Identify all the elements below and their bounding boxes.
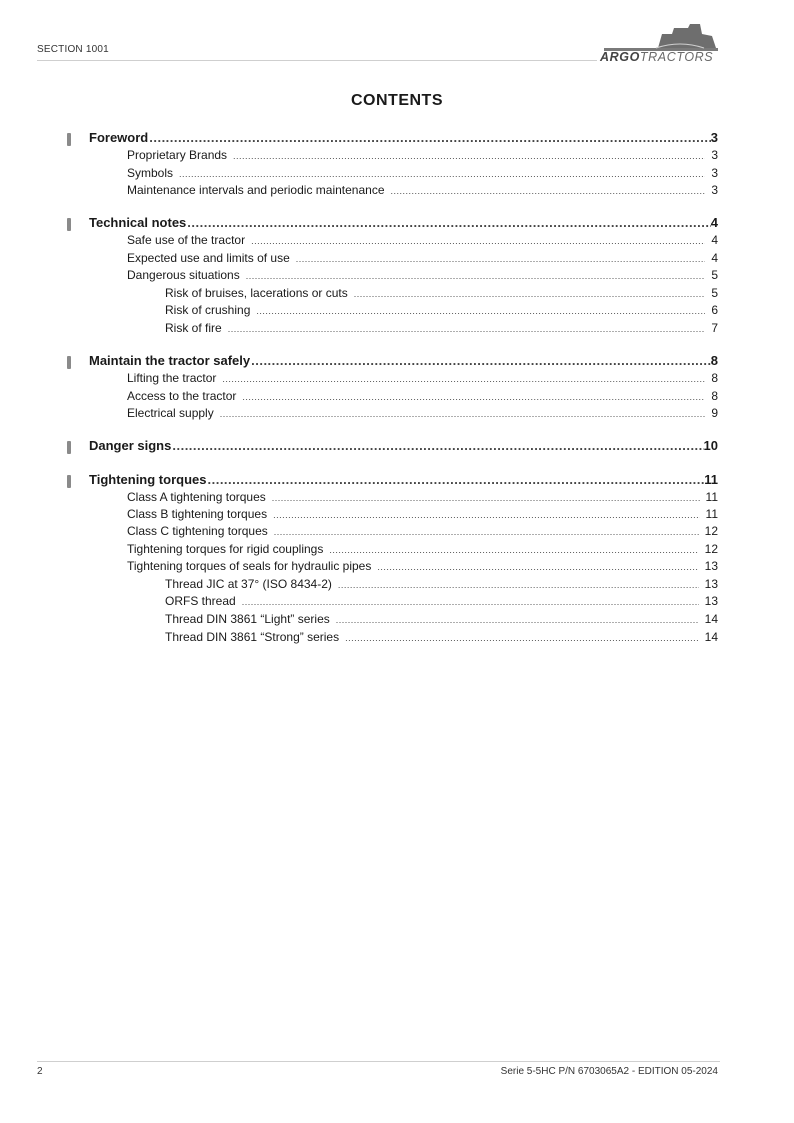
dot-leader <box>172 438 703 453</box>
toc-page-number: 3 <box>711 183 718 197</box>
toc-label: Proprietary Brands <box>127 148 228 162</box>
toc-label: Thread DIN 3861 “Strong” series <box>165 630 340 644</box>
dot-leader <box>246 271 706 281</box>
toc-label: Expected use and limits of use <box>127 251 290 265</box>
toc-label: Danger signs <box>89 438 172 453</box>
toc-page-number: 14 <box>704 612 718 626</box>
toc-label: Symbols <box>127 166 174 180</box>
dot-leader <box>338 580 699 590</box>
toc-label: Maintenance intervals and periodic maintenance <box>127 183 385 197</box>
toc-page-number: 3 <box>710 130 718 145</box>
toc-heading[interactable] <box>89 438 718 453</box>
toc-item[interactable] <box>127 233 718 247</box>
toc-page-number: 12 <box>704 542 718 556</box>
toc-item[interactable] <box>127 507 718 521</box>
dot-leader <box>345 633 699 643</box>
section-marker-icon <box>67 475 71 488</box>
tractor-silhouette-icon <box>600 22 720 52</box>
toc-item[interactable] <box>127 406 718 420</box>
toc-page-number: 4 <box>711 233 718 247</box>
toc-item[interactable] <box>127 251 718 265</box>
toc-page-number: 3 <box>711 166 718 180</box>
toc-heading[interactable] <box>89 472 718 487</box>
toc-page-number: 8 <box>711 389 718 403</box>
section-marker-icon <box>67 356 71 369</box>
footer-edition: Serie 5-5HC P/N 6703065A2 - EDITION 05-2024 <box>500 1066 718 1077</box>
toc-page-number: 6 <box>711 303 718 317</box>
argo-tractors-logo <box>600 22 720 64</box>
toc-label: Technical notes <box>89 215 187 230</box>
dot-leader <box>242 392 705 402</box>
toc-item[interactable] <box>165 321 718 335</box>
toc-label: Class B tightening torques <box>127 507 268 521</box>
dot-leader <box>256 306 705 316</box>
toc-page-number: 14 <box>704 630 718 644</box>
toc-item[interactable] <box>165 612 718 626</box>
dot-leader <box>149 130 711 145</box>
dot-leader <box>251 353 711 368</box>
toc-label: Risk of fire <box>165 321 222 335</box>
dot-leader <box>377 562 698 572</box>
header-divider <box>37 60 597 61</box>
toc-label: Tightening torques for rigid couplings <box>127 542 324 556</box>
footer-divider <box>37 1061 720 1062</box>
dot-leader <box>336 615 699 625</box>
toc-page-number: 13 <box>704 594 718 608</box>
toc-page-number: 9 <box>711 406 718 420</box>
toc-item[interactable] <box>165 577 718 591</box>
toc-heading[interactable] <box>89 130 718 145</box>
toc-label: Maintain the tractor safely <box>89 353 251 368</box>
toc-label: Dangerous situations <box>127 268 240 282</box>
toc-item[interactable] <box>127 268 718 282</box>
toc-item[interactable] <box>165 286 718 300</box>
footer-page-number: 2 <box>37 1066 43 1077</box>
dot-leader <box>220 409 706 419</box>
toc-item[interactable] <box>165 630 718 644</box>
toc-item[interactable] <box>127 524 718 538</box>
section-marker-icon <box>67 133 71 146</box>
dot-leader <box>228 324 706 334</box>
toc-item[interactable] <box>127 166 718 180</box>
toc-page-number: 5 <box>711 268 718 282</box>
dot-leader <box>233 151 705 161</box>
toc-label: Tightening torques <box>89 472 207 487</box>
toc-label: ORFS thread <box>165 594 236 608</box>
dot-leader <box>207 472 704 487</box>
dot-leader <box>251 236 705 246</box>
toc-label: Tightening torques of seals for hydraulic pipes <box>127 559 372 573</box>
dot-leader <box>179 169 705 179</box>
toc-label: Access to the tractor <box>127 389 237 403</box>
toc-page-number: 4 <box>711 251 718 265</box>
dot-leader <box>274 527 699 537</box>
toc-label: Risk of bruises, lacerations or cuts <box>165 286 348 300</box>
toc-item[interactable] <box>165 303 718 317</box>
toc-page-number: 4 <box>710 215 718 230</box>
toc-page-number: 8 <box>710 353 718 368</box>
dot-leader <box>329 545 698 555</box>
toc-item[interactable] <box>127 559 718 573</box>
toc-page-number: 11 <box>705 507 718 521</box>
dot-leader <box>391 186 706 196</box>
toc-page-number: 3 <box>711 148 718 162</box>
section-label: SECTION 1001 <box>37 44 109 55</box>
toc-label: Electrical supply <box>127 406 214 420</box>
dot-leader <box>187 215 710 230</box>
logo-wordmark: ARGOTRACTORS <box>600 50 714 64</box>
dot-leader <box>273 510 699 520</box>
toc-item[interactable] <box>127 490 718 504</box>
toc-item[interactable] <box>165 594 718 608</box>
toc-heading[interactable] <box>89 215 718 230</box>
toc-item[interactable] <box>127 542 718 556</box>
toc-label: Safe use of the tractor <box>127 233 246 247</box>
dot-leader <box>354 289 706 299</box>
toc-item[interactable] <box>127 148 718 162</box>
toc-page-number: 5 <box>711 286 718 300</box>
dot-leader <box>296 254 706 264</box>
toc-label: Class A tightening torques <box>127 490 266 504</box>
toc-page-number: 13 <box>704 559 718 573</box>
toc-label: Lifting the tractor <box>127 371 217 385</box>
dot-leader <box>272 493 700 503</box>
toc-label: Foreword <box>89 130 149 145</box>
toc-page-number: 11 <box>705 490 718 504</box>
toc-label: Thread JIC at 37° (ISO 8434-2) <box>165 577 332 591</box>
toc-heading[interactable] <box>89 353 718 368</box>
toc-item[interactable] <box>127 389 718 403</box>
toc-label: Class C tightening torques <box>127 524 268 538</box>
toc-page-number: 12 <box>704 524 718 538</box>
dot-leader <box>222 374 705 384</box>
toc-page-number: 8 <box>711 371 718 385</box>
toc-label: Thread DIN 3861 “Light” series <box>165 612 330 626</box>
toc-label: Risk of crushing <box>165 303 251 317</box>
toc-item[interactable] <box>127 371 718 385</box>
toc-page-number: 13 <box>704 577 718 591</box>
toc-page-number: 7 <box>711 321 718 335</box>
page-title: CONTENTS <box>351 92 443 109</box>
section-marker-icon <box>67 218 71 231</box>
toc-page-number: 11 <box>704 472 718 487</box>
section-marker-icon <box>67 441 71 454</box>
toc-item[interactable] <box>127 183 718 197</box>
toc-page-number: 10 <box>703 438 718 453</box>
dot-leader <box>242 597 699 607</box>
